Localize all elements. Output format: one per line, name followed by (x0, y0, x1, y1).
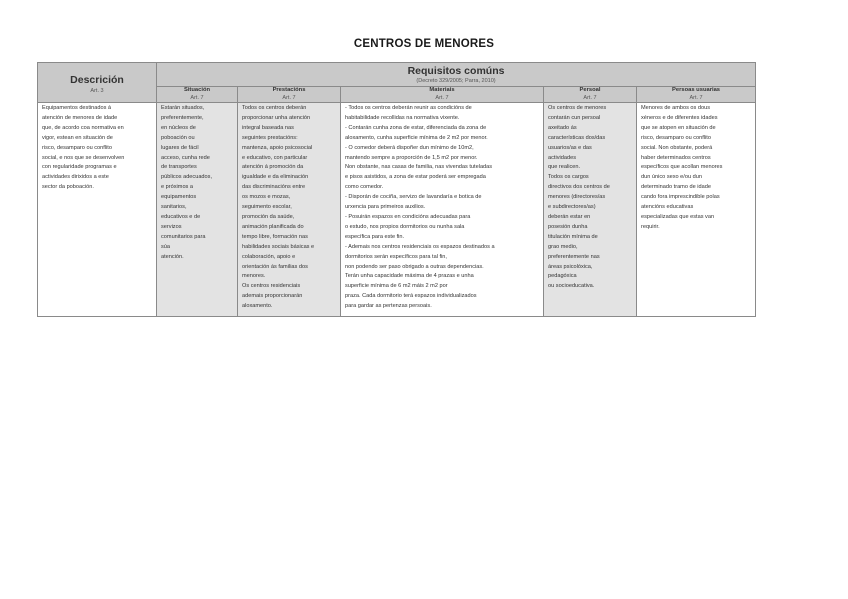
col-art: Art. 7 (583, 94, 597, 101)
col-name: Situación (183, 87, 211, 93)
requirements-table (37, 62, 756, 317)
descripcion-title: Descrición (70, 73, 124, 86)
col-art: Art. 7 (190, 94, 204, 101)
cell-descripcion: Equipamentos destinados á atención de menores de idade que, de acordo coa normativa en vigor, estean en situación de risco, desamparo ou conflito social, e nos que se desenvolven con regularidade programas e actividades dirixidos a este sector da poboación. (38, 103, 157, 317)
col-name: Materiais (429, 87, 455, 93)
col-art: Art. 7 (689, 94, 703, 101)
cell-persoal: Os centros de menores contarán cun persoal axeitado ás características dos/das usuarios/as e das actividades que realicen. Todos os cargos directivos dos centros de menores (directores/as e subdirectores/as) deberán estar en posesión dunha titulación mínima de grao medio, preferentemente nas áreas psicolóxica, pedagóxica ou socioeducativa. (544, 103, 637, 317)
col-name: Persoal (579, 87, 601, 93)
col-header-materiais (341, 87, 544, 103)
col-header-persoal (544, 87, 637, 103)
col-art: Art. 7 (435, 94, 449, 101)
cell-materiais: - Todos os centros deberán reunir as condicións de habitabilidade recollidas na normativa vixente. - Contarán cunha zona de estar, diferenciada da zona de aloxamento, cunha superficie mínima de 2 m2 por menor. - O comedor deberá dispoñer dun mínimo de 10m2, mantendo sempre a proporción de 1,5 m2 por menor. Non obstante, nas casas de familia, nas vivendas tuteladas e pisos asistidos, a zona de estar poderá ser empregada como comedor. - Disporán de cociña, servizo de lavandaría e botica de urxencia para primeiros auxilios. - Posuirán espazos en condicións adecuadas para o estudo, nos propios dormitorios ou nunha sala específica para este fin. - Ademais nos centros residenciais os espazos destinados a dormitorios serán específicos para tal fin, non podendo ser paso obrigado a outras dependencias. Terán unha capacidade máxima de 4 prazas e unha superficie mínima de 6 m2 máis 2 m2 por praza. Cada dormitorio terá espazos individualizados para gardar as pertenzas persoais. (341, 103, 544, 317)
col-name: Persoas usuarias (672, 87, 721, 93)
cell-prestacions: Todos os centros deberán proporcionar unha atención integral baseada nas seguintes prestacións: mantenza, apoio psicosocial e educativo, con particular atención á promoción da igualdade e da eliminación das discriminacións entre os mozos e mozas, seguimento escolar, promoción da saúde, animación planificada do tempo libre, formación nas habilidades sociais básicas e colaboración, apoio e orientación ás familias dos menores. Os centros residenciais ademais proporcionarán aloxamento. (238, 103, 341, 317)
col-header-situacion (157, 87, 238, 103)
cell-situacion: Estarán situados, preferentemente, en núcleos de poboación ou lugares de fácil acceso, cunha rede de transportes públicos adecuados, e próximos a equipamentos sanitarios, educativos e de servizos comunitarios para súa atención. (157, 103, 238, 317)
col-name: Prestacións (272, 87, 306, 93)
descripcion-header (38, 63, 157, 103)
cell-persoas-usuarias: Menores de ambos os dous xéneros e de diferentes idades que se atopen en situación de risco, desamparo ou conflito social. Non obstante, poderá haber determinados centros específicos que acollan menores dun único sexo e/ou dun determinado tramo de idade cando fora imprescindible polas atencións educativas especializadas que estas van requirir. (637, 103, 756, 317)
page-title: CENTROS DE MENORES (353, 38, 495, 50)
col-header-persoas-usuarias (637, 87, 756, 103)
col-header-prestacions (238, 87, 341, 103)
requisitos-title: Requisitos comúns (407, 65, 505, 77)
col-art: Art. 7 (282, 94, 296, 101)
requisitos-header (157, 63, 756, 87)
requisitos-reference: (Decreto 329/2005; Parra, 2010) (416, 78, 496, 84)
descripcion-art: Art. 3 (90, 87, 104, 94)
